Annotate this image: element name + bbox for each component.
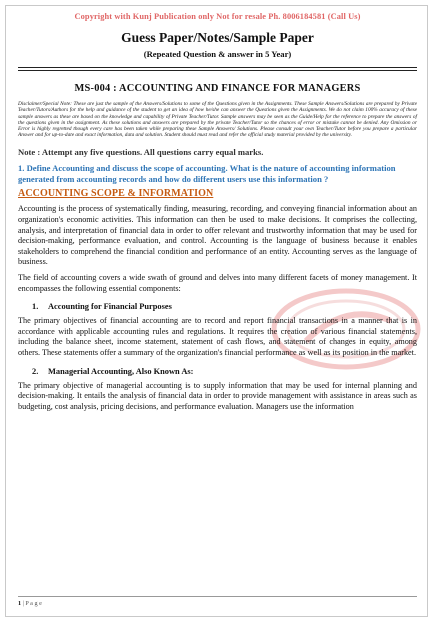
document-subtitle: (Repeated Question & answer in 5 Year) xyxy=(143,49,292,59)
page-label: | P a g e xyxy=(21,600,42,607)
paragraph-definition: Accounting is the process of systematically finding, measuring, recording, and conveying financial information about an organization's economic activities. This information can then be used to make decisions. It comprises the collecting, analysis, and interpretation of financial data in order to offer relevant and trustworthy information that may be used for decision-making, performance evaluation, and control. Accounting is the language of business because it enables stakeholders to comprehend the financial condition and performance of an entity. Accounting serves as the language of business. xyxy=(18,204,417,267)
section-heading: ACCOUNTING SCOPE & INFORMATION xyxy=(18,188,214,200)
course-title: MS-004 : ACCOUNTING AND FINANCE FOR MANAGERS xyxy=(74,83,361,94)
question-1: 1. Define Accounting and discuss the scope of accounting. What is the nature of accounting information generated from accounting records and how do different users use this information ? xyxy=(18,162,396,184)
copyright-line: Copyright with Kunj Publication only Not for resale Ph. 8006184581 (Call Us) xyxy=(74,12,361,21)
paragraph-financial-accounting: The primary objectives of financial accounting are to record and report financial transactions in a manner that is in accordance with applicable accounting rules and regulations. It requires the creation of various financial statements, including the balance sheet, income statement, statement of cash flows, and statement of changes in equity, among others. These statements offer a summary of the organization's financial performance as well as its position in the market. xyxy=(18,316,417,357)
exam-note: Note : Attempt any five questions. All questions carry equal marks. xyxy=(18,146,264,157)
paragraph-scope-intro: The field of accounting covers a wide swath of ground and delves into many different facets of money management. It encompasses the following essential components: xyxy=(18,272,417,293)
subsection-heading-text: Managerial Accounting, Also Known As: xyxy=(48,366,194,376)
header-divider xyxy=(18,67,417,71)
disclaimer-text: Disclaimer/Special Note: These are just the sample of the Answers/Solutions to some of the Questions given in the Assignments. These Sample Answers/Solutions are prepared by Private Teacher/Tutors/Authors for the help and guidance of the student to get an idea of how he/she can answer the Questions given the Assignments. We do not claim 100% accuracy of these sample answers as these are based on the knowledge and capability of Private Teacher/Tutor. Sample answers may be seen as the Guide/Help for the reference to prepare the answers of the questions given in the assignment. As these solutions and answers are prepared by the private Teacher/Tutor so the chances of error or mistake cannot be denied. Any Omission or Error is highly regretted though every care has been taken while preparing these Sample Answers/ Solutions. Please consult your own Teacher/Tutor before you prepare a particular Answer and for up-to-date and exact information, data and solution. Student should must read and refer the official study material provided by the university. xyxy=(18,101,417,139)
page-content xyxy=(18,12,417,412)
subsection-number: 1. xyxy=(32,302,39,312)
subsection-number: 2. xyxy=(32,366,39,376)
document-title: Guess Paper/Notes/Sample Paper xyxy=(121,30,314,45)
document-page xyxy=(5,5,428,617)
page-number: 1 xyxy=(18,600,22,607)
page-footer xyxy=(18,596,417,607)
subsection-heading-text: Accounting for Financial Purposes xyxy=(48,302,172,312)
paragraph-managerial-accounting: The primary objective of managerial accounting is to supply information that may be used for internal planning and decision-making. It entails the analysis of financial data in order to provide management with assistance in areas such as budgeting, cost analysis, pricing decisions, and performance evaluation. Managers use the information xyxy=(18,380,417,411)
